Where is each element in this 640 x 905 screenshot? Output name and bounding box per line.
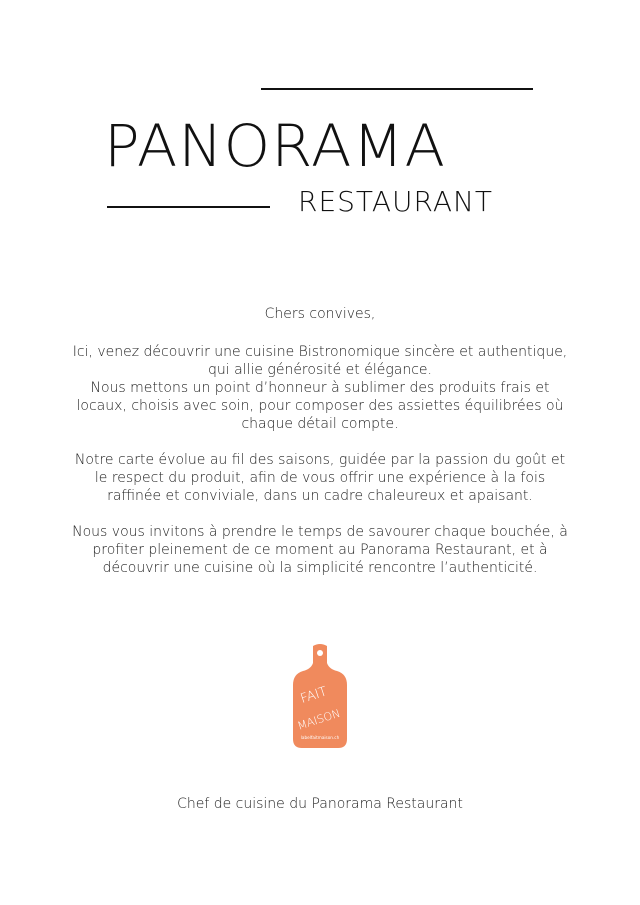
logo-website: labelfaitmaison.ch <box>300 735 340 740</box>
top-divider <box>261 88 533 90</box>
logo-text-fait: FAIT <box>298 684 330 707</box>
letter-sentence: Nous mettons un point d’honneur à sublimer des produits frais et locaux, choisis avec soin, pour composer des assiettes équilibrées où chaque détail compte. <box>76 380 564 432</box>
signature: Chef de cuisine du Panorama Restaurant <box>177 796 463 812</box>
letter-sentence: Ici, venez découvrir une cuisine Bistronomique sincère et authentique, qui allie générosité et élégance. <box>72 344 568 378</box>
cutting-board-icon <box>289 643 351 749</box>
letter-paragraph: Nous vous invitons à prendre le temps de savourer chaque bouchée, à profiter pleinement de ce moment au Panorama Restaurant, et à découvrir une cuisine où la simplicité rencontre l’authenticité. <box>72 524 568 576</box>
bottom-divider <box>107 206 270 208</box>
letter-paragraph <box>70 343 570 379</box>
welcome-letter <box>70 305 570 595</box>
letter-paragraph <box>70 379 570 433</box>
restaurant-name: PANORAMA <box>104 112 447 180</box>
restaurant-subtitle: RESTAURANT <box>298 185 494 218</box>
letter-paragraph: Notre carte évolue au fil des saisons, guidée par la passion du goût et le respect du produit, afin de vous offrir une expérience à la fois raffinée et conviviale, dans un cadre chaleureux et apaisant. <box>74 452 566 504</box>
logo-text-maison: MAISON <box>295 706 342 733</box>
greeting: Chers convives, <box>264 306 376 322</box>
